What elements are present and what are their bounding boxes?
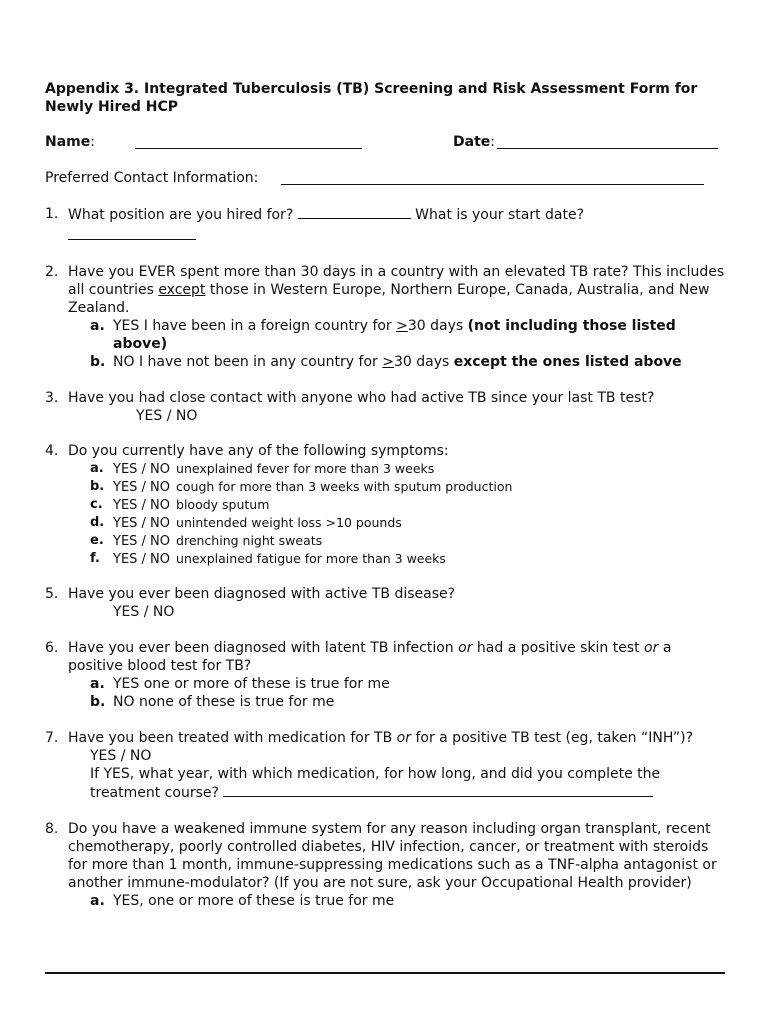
symptom-item[interactable]: f. YES / NO unexplained fatigue for more than 3 weeks — [90, 551, 446, 567]
q2-option-a: a. YES I have been in a foreign country for >30 days (not including those listed above) — [90, 318, 676, 352]
contact-field[interactable] — [281, 171, 704, 185]
date-label: Date — [453, 134, 491, 150]
q2-option-b: b. NO I have not been in any country for >30 days except the ones listed above — [90, 354, 682, 370]
question-5: 5. Have you ever been diagnosed with active TB disease? — [45, 586, 456, 602]
q7-followup: If YES, what year, with which medication, for how long, and did you complete the treatment course? — [90, 766, 661, 801]
q5-answer[interactable]: YES / NO — [113, 604, 175, 620]
treatment-course-field[interactable] — [223, 783, 653, 797]
form-title: Appendix 3. Integrated Tuberculosis (TB) Screening and Risk Assessment Form for Newly Hired HCP — [45, 81, 698, 115]
start-date-field[interactable] — [68, 226, 196, 240]
q6-option-a[interactable]: a. YES one or more of these is true for me — [90, 676, 390, 692]
q3-answer[interactable]: YES / NO — [136, 408, 198, 424]
q1-text2: What is your start date? — [415, 207, 585, 223]
question-4: 4. Do you currently have any of the following symptoms: — [45, 443, 449, 459]
question-2: 2. Have you EVER spent more than 30 days in a country with an elevated TB rate? This includes all countries except those in Western Europe, Northern Europe, Canada, Australia, and New Zealand. — [45, 264, 725, 316]
name-field[interactable] — [135, 135, 362, 149]
q7-answer[interactable]: YES / NO — [90, 748, 152, 764]
question-6: 6. Have you ever been diagnosed with latent TB infection or had a positive skin test or a positive blood test for TB? — [45, 640, 672, 674]
question-7: 7. Have you been treated with medication for TB or for a positive TB test (eg, taken “INH”)? — [45, 730, 694, 746]
symptom-item[interactable]: c. YES / NO bloody sputum — [90, 497, 270, 513]
q8-option-a[interactable]: a. YES, one or more of these is true for me — [90, 893, 395, 909]
name-label: Name — [45, 134, 91, 150]
position-field[interactable] — [298, 205, 411, 219]
q1-text: What position are you hired for? — [68, 207, 294, 223]
question-3: 3. Have you had close contact with anyone who had active TB since your last TB test? — [45, 390, 655, 406]
symptom-item[interactable]: b. YES / NO cough for more than 3 weeks with sputum production — [90, 479, 513, 495]
question-8: 8. Do you have a weakened immune system for any reason including organ transplant, recent chemotherapy, poorly controlled diabetes, HIV infection, cancer, or treatment with steroids for more than 1 month, immune-suppressing medications such as a TNF-alpha antagonist or another immune-modulator? (If you are not sure, ask your Occupational Health provider) — [45, 821, 717, 891]
contact-row — [45, 169, 725, 187]
bottom-divider — [45, 972, 725, 974]
form-page — [45, 80, 725, 910]
date-field[interactable] — [497, 135, 718, 149]
symptom-item[interactable]: e. YES / NO drenching night sweats — [90, 533, 323, 549]
symptom-item[interactable]: a. YES / NO unexplained fever for more than 3 weeks — [90, 461, 435, 477]
name-date-row: Name: Date: — [45, 133, 725, 151]
q6-option-b[interactable]: b. NO none of these is true for me — [90, 694, 335, 710]
symptom-item[interactable]: d. YES / NO unintended weight loss >10 pounds — [90, 515, 402, 531]
question-1: 1. What position are you hired for? What is your start date? — [45, 205, 725, 245]
symptom-list — [45, 460, 725, 568]
contact-label: Preferred Contact Information: — [45, 170, 259, 186]
